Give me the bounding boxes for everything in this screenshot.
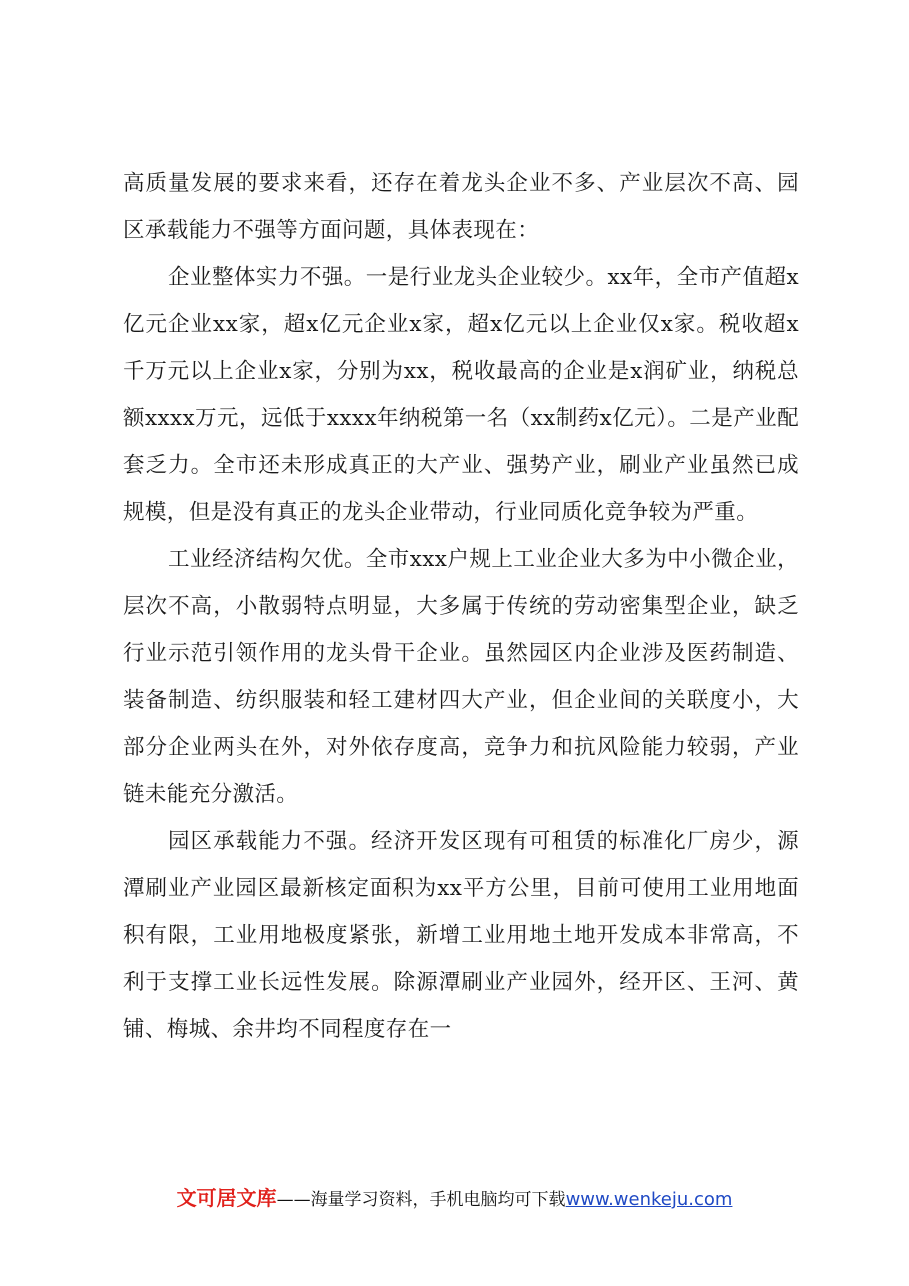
paragraph-enterprise-strength: 企业整体实力不强。一是行业龙头企业较少。xx年，全市产值超x亿元企业xx家，超x亿元企业x家，超x亿元以上企业仅x家。税收超x千万元以上企业x家，分别为xx，税收最高的企业是x润矿业，纳税总额xxxx万元，远低于xxxx年纳税第一名（xx制药x亿元）。二是产业配套乏力。全市还未形成真正的大产业、强势产业，刷业产业虽然已成规模，但是没有真正的龙头企业带动，行业同质化竞争较为严重。 [123,265,799,525]
footer-brand: 文可居文库 [176,1186,277,1210]
paragraph-industrial-structure: 工业经济结构欠优。全市xxx户规上工业企业大多为中小微企业，层次不高，小散弱特点明显，大多属于传统的劳动密集型企业，缺乏行业示范引领作用的龙头骨干企业。虽然园区内企业涉及医药制造、装备制造、纺织服装和轻工建材四大产业，但企业间的关联度小，大部分企业两头在外，对外依存度高，竞争力和抗风险能力较弱，产业链未能充分激活。 [123,547,799,807]
footer-link[interactable]: www.wenkeju.com [565,1189,733,1210]
document-body [123,160,799,1053]
paragraph-park-capacity: 园区承载能力不强。经济开发区现有可租赁的标准化厂房少，源潭刷业产业园区最新核定面积为xx平方公里，目前可使用工业用地面积有限，工业用地极度紧张，新增工业用地土地开发成本非常高，不利于支撑工业长远性发展。除源潭刷业产业园外，经开区、王河、黄铺、梅城、余井均不同程度存在一 [123,829,799,1042]
footer-watermark [0,1182,909,1211]
footer-tagline: ——海量学习资料，手机电脑均可下载 [276,1190,566,1210]
paragraph-continuation: 高质量发展的要求来看，还存在着龙头企业不多、产业层次不高、园区承载能力不强等方面问题，具体表现在： [123,171,799,243]
